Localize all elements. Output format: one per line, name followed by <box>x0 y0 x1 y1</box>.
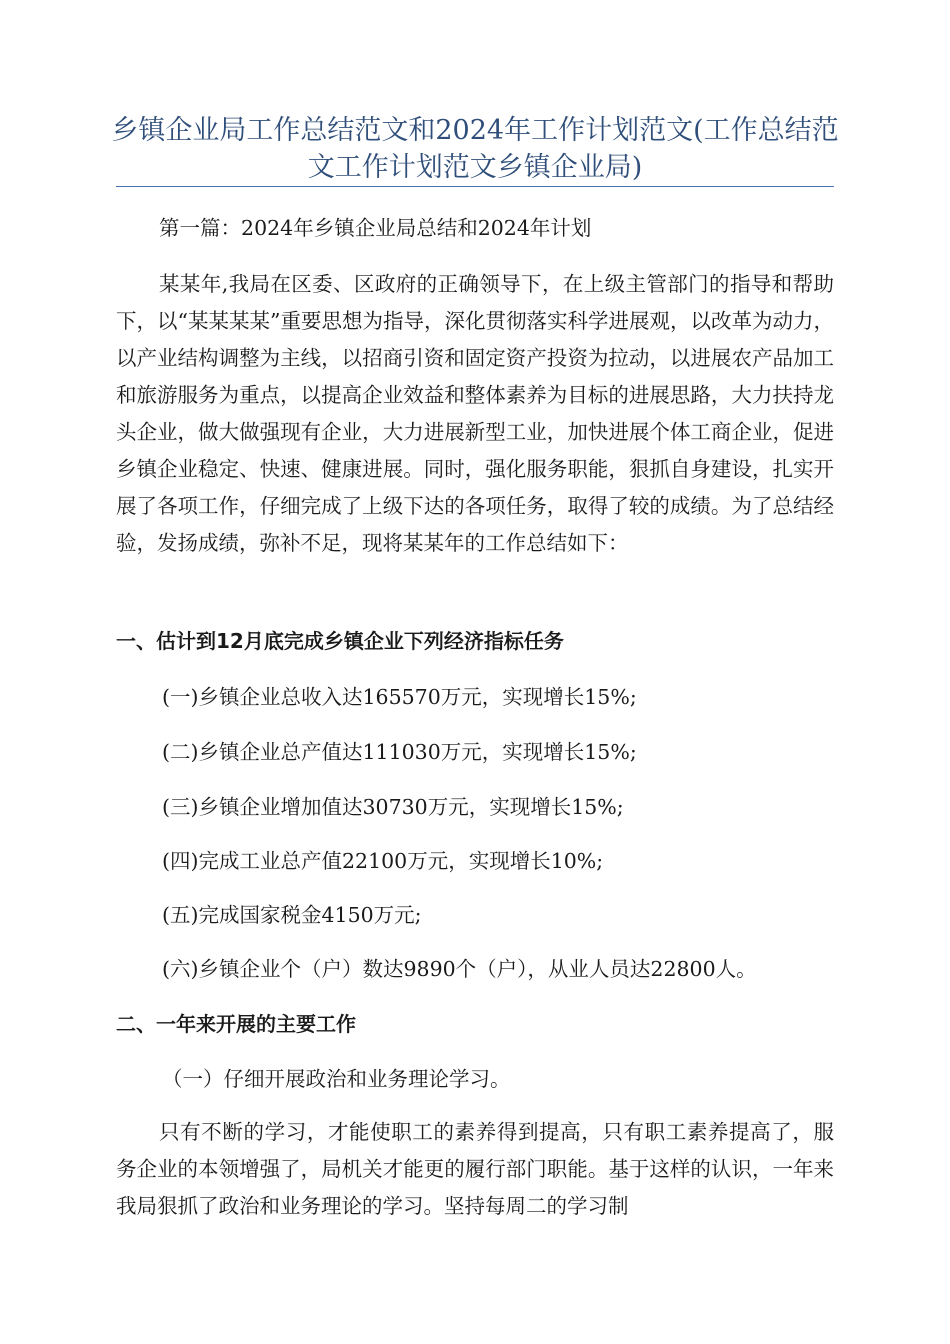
list-item: (四)完成工业总产值22100万元，实现增长10%; <box>162 849 604 873</box>
title-underline <box>116 186 834 187</box>
list-item: (三)乡镇企业增加值达30730万元，实现增长15%; <box>162 795 624 819</box>
list-item: (二)乡镇企业总产值达111030万元，实现增长15%; <box>162 740 637 764</box>
subtitle-line: 第一篇：2024年乡镇企业局总结和2024年计划 <box>159 216 592 240</box>
section-heading-2: 二、一年来开展的主要工作 <box>116 1012 356 1036</box>
list-item: (一)乡镇企业总收入达165570万元，实现增长15%; <box>162 685 637 709</box>
document-title: 乡镇企业局工作总结范文和2024年工作计划范文(工作总结范文工作计划范文乡镇企业局) <box>111 115 839 183</box>
body-paragraph: 只有不断的学习，才能使职工的素养得到提高，只有职工素养提高了，服务企业的本领增强了，局机关才能更的履行部门职能。基于这样的认识，一年来我局狠抓了政治和业务理论的学习。坚持每周二的学习制 <box>116 1120 834 1218</box>
section-heading-1: 一、估计到12月底完成乡镇企业下列经济指标任务 <box>116 629 564 653</box>
subsection-heading: （一）仔细开展政治和业务理论学习。 <box>162 1067 511 1091</box>
list-item: (六)乡镇企业个（户）数达9890个（户），从业人员达22800人。 <box>162 957 757 981</box>
intro-paragraph: 某某年,我局在区委、区政府的正确领导下，在上级主管部门的指导和帮助下，以“某某某某”重要思想为指导，深化贯彻落实科学进展观，以改革为动力，以产业结构调整为主线，以招商引资和固定资产投资为拉动，以进展农产品加工和旅游服务为重点，以提高企业效益和整体素养为目标的进展思路，大力扶持龙头企业，做大做强现有企业，大力进展新型工业，加快进展个体工商企业，促进乡镇企业稳定、快速、健康进展。同时，强化服务职能，狠抓自身建设，扎实开展了各项工作，仔细完成了上级下达的各项任务，取得了较的成绩。为了总结经验，发扬成绩，弥补不足，现将某某年的工作总结如下： <box>116 272 834 555</box>
list-item: (五)完成国家税金4150万元; <box>162 903 422 927</box>
